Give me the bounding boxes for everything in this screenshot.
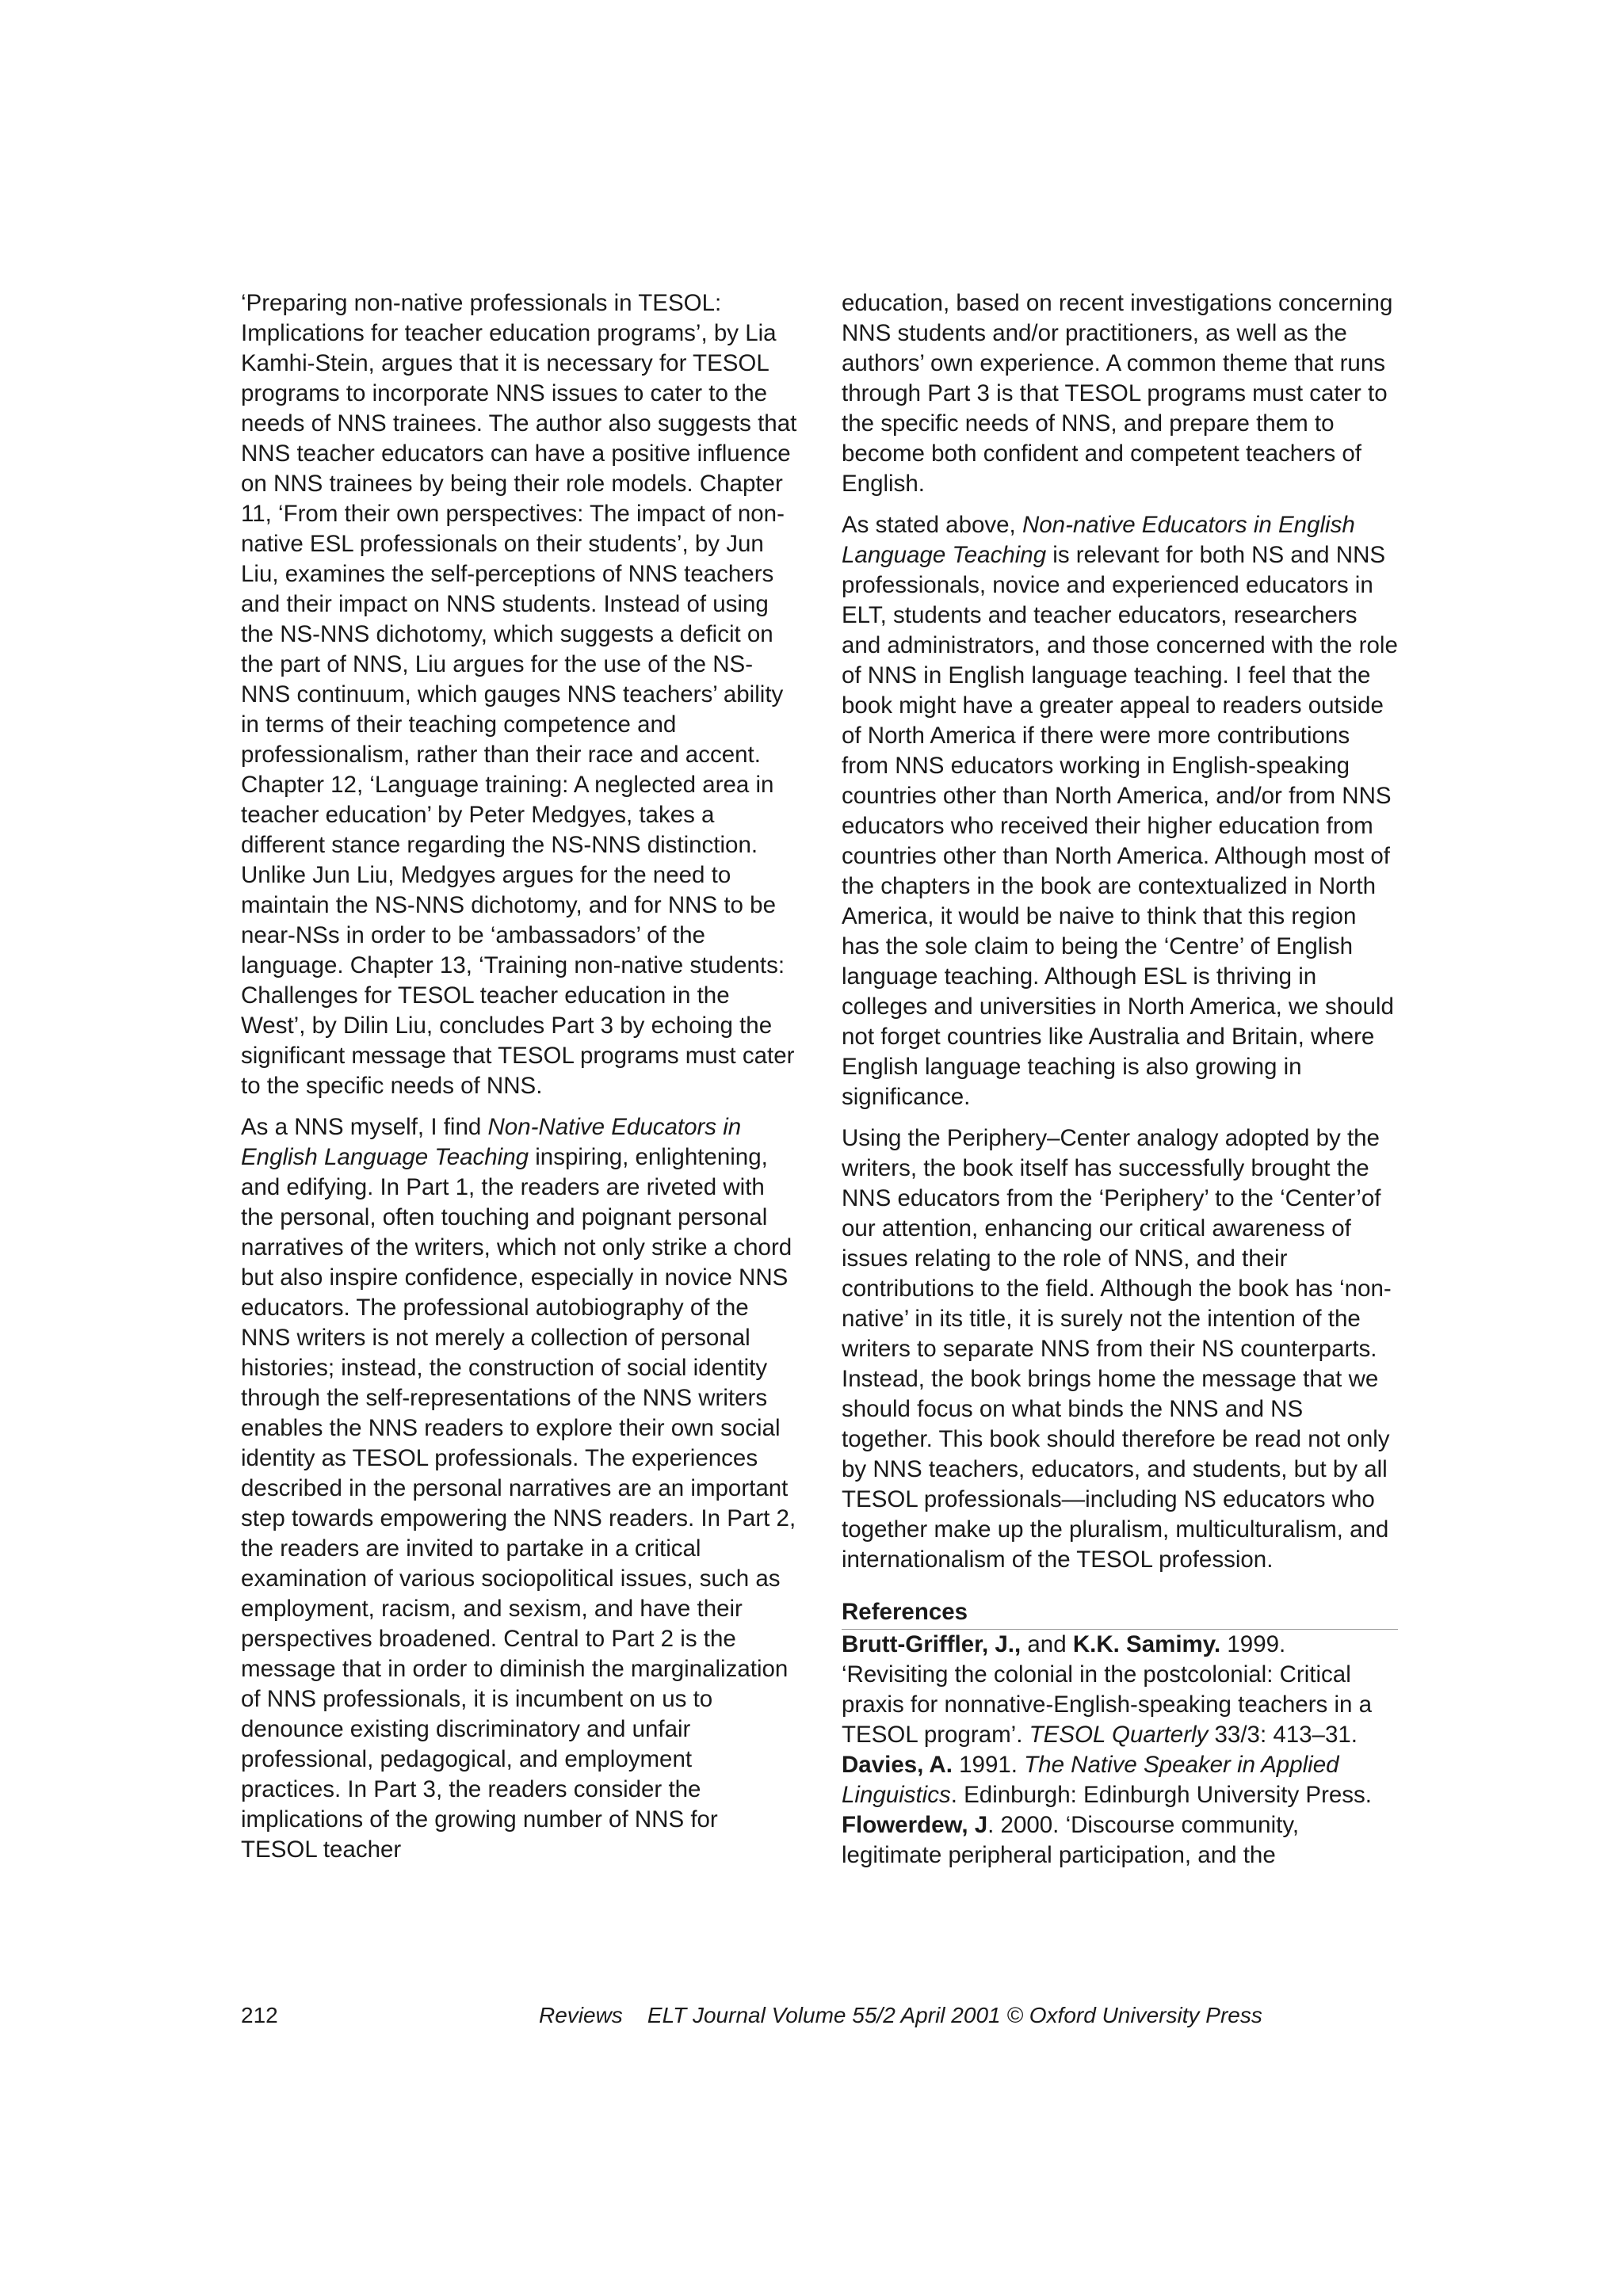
reference-author: K.K. Samimy. xyxy=(1072,1631,1221,1657)
reference-author: Brutt-Griffler, J., xyxy=(842,1631,1022,1657)
reference-author: Davies, A. xyxy=(842,1752,953,1778)
left-paragraph-2 xyxy=(241,1112,797,1865)
reference-text: . 2000. ‘Discourse community, legitimate peripheral participation, and the xyxy=(842,1812,1300,1868)
reference-text: 1991. xyxy=(952,1752,1025,1778)
reference-text: 1999. ‘Revisiting the colonial in the postcolonial: Critical praxis for nonnative-English-speaking teachers in a TESOL program’. xyxy=(842,1631,1373,1748)
left-paragraph-2-rest: inspiring, enlightening, and edifying. In Part 1, the readers are riveted with the personal, often touching and poignant personal narratives of the writers, which not only strike a chord but also inspire confidence, especially in novice NNS educators. The professional autobiography of the NNS writers is not merely a collection of personal histories; instead, the construction of social identity through the self-representations of the NNS writers enables the NNS readers to explore their own social identity as TESOL professionals. The experiences described in the personal narratives are an important step towards empowering the NNS readers. In Part 2, the readers are invited to partake in a critical examination of various sociopolitical issues, such as employment, racism, and sexism, and have their perspectives broadened. Central to Part 2 is the message that in order to diminish the marginalization of NNS professionals, it is incumbent on us to denounce existing discriminatory and unfair professional, pedagogical, and employment practices. In Part 3, the readers consider the implications of the growing number of NNS for TESOL teacher xyxy=(241,1144,796,1863)
left-paragraph-1: ‘Preparing non-native professionals in TESOL: Implications for teacher education programs’, by Lia Kamhi-Stein, argues that it is necessary for TESOL programs to incorporate NNS issues to cater to the needs of NNS trainees. The author also suggests that NNS teacher educators can have a positive influence on NNS trainees by being their role models. Chapter 11, ‘From their own perspectives: The impact of non-native ESL professionals on their students’, by Jun Liu, examines the self-perceptions of NNS teachers and their impact on NNS students. Instead of using the NS-NNS dichotomy, which suggests a deficit on the part of NNS, Liu argues for the use of the NS-NNS continuum, which gauges NNS teachers’ ability in terms of their teaching competence and professionalism, rather than their race and accent. Chapter 12, ‘Language training: A neglected area in teacher education’ by Peter Medgyes, takes a different stance regarding the NS-NNS distinction. Unlike Jun Liu, Medgyes argues for the need to maintain the NS-NNS dichotomy, and for NNS to be near-NSs in order to be ‘ambassadors’ of the language. Chapter 13, ‘Training non-native students: Challenges for TESOL teacher education in the West’, by Dilin Liu, concludes Part 3 by echoing the significant message that TESOL programs must cater to the specific needs of NNS. xyxy=(241,290,797,1099)
page-number: 212 xyxy=(241,2003,278,2027)
right-column xyxy=(842,288,1398,1871)
reference-entry xyxy=(842,1810,1398,1871)
right-paragraph-3: Using the Periphery–Center analogy adopted by the writers, the book itself has successfully brought the NNS educators from the ‘Periphery’ to the ‘Center’of our attention, enhancing our critical awareness of issues relating to the role of NNS, and their contributions to the field. Although the book has ‘non-native’ in its title, it is surely not the intention of the writers to separate NNS from their NS counterparts. Instead, the book brings home the message that we should focus on what binds the NNS and NS together. This book should therefore be read not only by NNS teachers, educators, and students, but by all TESOL professionals—including NS educators who together make up the pluralism, multiculturalism, and internationalism of the TESOL profession. xyxy=(842,1125,1392,1573)
left-column xyxy=(241,288,797,1876)
right-paragraph-2 xyxy=(842,510,1398,1112)
reference-tail: . Edinburgh: Edinburgh University Press. xyxy=(950,1782,1372,1808)
reference-entry xyxy=(842,1630,1398,1750)
reference-journal: TESOL Quarterly xyxy=(1029,1722,1209,1748)
right-paragraph-2-lead: As stated above, xyxy=(842,512,1022,538)
book-title-italic: Non-Native Educators in English Language Teaching xyxy=(241,1114,742,1170)
reference-entry xyxy=(842,1750,1398,1810)
left-paragraph-2-lead: As a NNS myself, I find xyxy=(241,1114,488,1140)
right-paragraph-1: education, based on recent investigations concerning NNS students and/or practitioners, as well as the authors’ own experience. A common theme that runs through Part 3 is that TESOL programs must cater to the specific needs of NNS, and prepare them to become both confident and competent teachers of English. xyxy=(842,290,1393,497)
right-paragraph-2-rest: is relevant for both NS and NNS professionals, novice and experienced educators in ELT, students and teacher educators, researchers and administrators, and those concerned with the role of NNS in English language teaching. I feel that the book might have a greater appeal to readers outside of North America if there were more contributions from NNS educators working in English-speaking countries other than North America, and/or from NNS educators who received their higher education from countries other than North America. Although most of the chapters in the book are contextualized in North America, it would be naive to think that this region has the sole claim to being the ‘Centre’ of English language teaching. Although ESL is thriving in colleges and universities in North America, we should not forget countries like Australia and Britain, where English language teaching is also growing in significance. xyxy=(842,542,1398,1110)
book-title-italic: Non-native Educators in English Language Teaching xyxy=(842,512,1355,568)
references-heading: References xyxy=(842,1597,1398,1630)
reference-author: Flowerdew, J xyxy=(842,1812,988,1838)
running-footer: Reviews ELT Journal Volume 55/2 April 2001 © Oxford University Press xyxy=(539,2003,1262,2027)
reference-connector: and xyxy=(1021,1631,1073,1657)
reference-title: The Native Speaker in Applied Linguistics xyxy=(842,1752,1339,1808)
reference-tail: 33/3: 413–31. xyxy=(1208,1722,1358,1748)
